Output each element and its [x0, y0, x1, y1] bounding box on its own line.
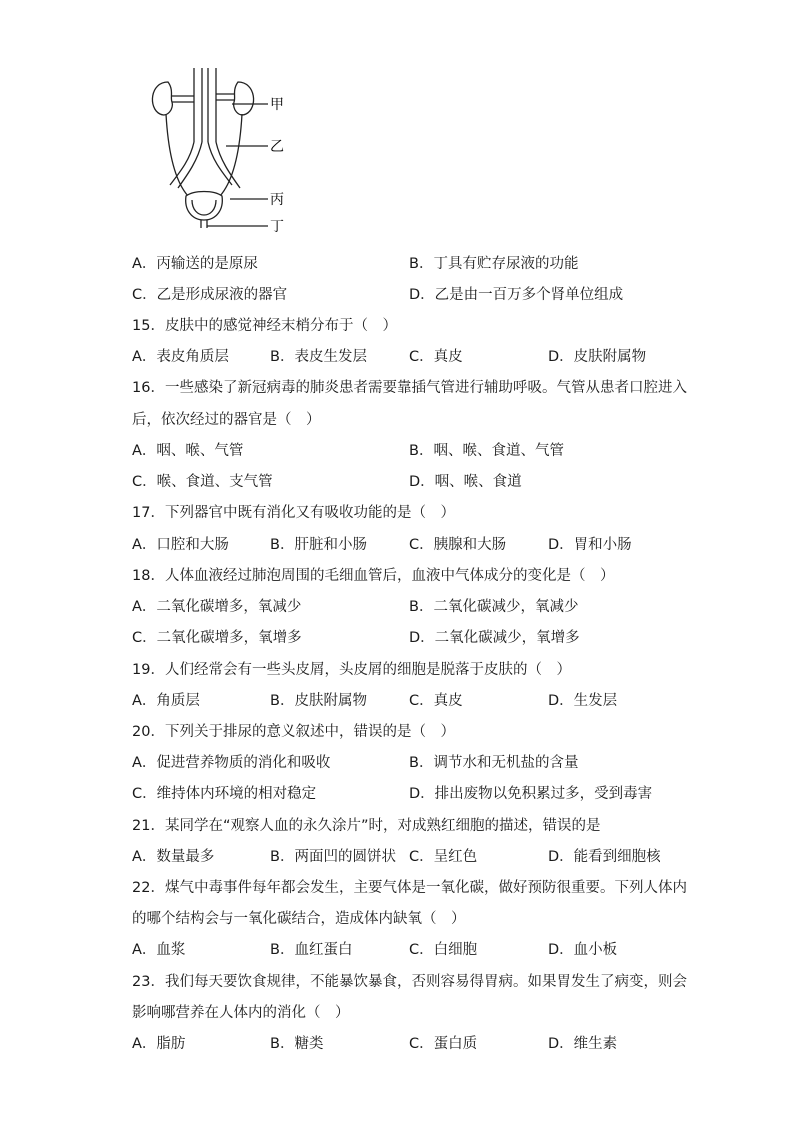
q16-stem-line1: 16．一些感染了新冠病毒的肺炎患者需要靠插气管进行辅助呼吸。气管从患者口腔进入 — [132, 380, 687, 396]
q23-option-c[interactable]: C．蛋白质 — [409, 1036, 478, 1052]
q14-option-d[interactable]: D．乙是由一百万多个肾单位组成 — [409, 287, 624, 303]
urinary-system-figure — [140, 60, 300, 240]
q23-stem-line1: 23．我们每天要饮食规律，不能暴饮暴食，否则容易得胃病。如果胃发生了病变，则会 — [132, 974, 687, 990]
q21-option-d[interactable]: D．能看到细胞核 — [548, 849, 661, 865]
q22-option-b[interactable]: B．血红蛋白 — [270, 942, 353, 958]
q23-option-a[interactable]: A．脂肪 — [132, 1036, 186, 1052]
q18-option-d[interactable]: D．二氧化碳减少，氧增多 — [409, 630, 580, 646]
q21-options — [0, 845, 794, 869]
q16-options-row2 — [0, 470, 794, 494]
q14-options-row2 — [0, 283, 794, 307]
q16-option-a[interactable]: A．咽、喉、气管 — [132, 443, 244, 459]
q16-option-b[interactable]: B．咽、喉、食道、气管 — [409, 443, 564, 459]
label-jia: 甲 — [270, 97, 284, 113]
q15-option-b[interactable]: B．表皮生发层 — [270, 349, 367, 365]
q20-options-row2 — [0, 782, 794, 806]
q19-options — [0, 689, 794, 713]
q15-stem: 15．皮肤中的感觉神经末梢分布于（ ） — [132, 318, 397, 334]
q23-option-d[interactable]: D．维生素 — [548, 1036, 618, 1052]
q20-option-a[interactable]: A．促进营养物质的消化和吸收 — [132, 755, 331, 771]
q22-options — [0, 938, 794, 962]
q21-option-a[interactable]: A．数量最多 — [132, 849, 215, 865]
q22-stem-line2: 的哪个结构会与一氧化碳结合，造成体内缺氧（ ） — [132, 911, 466, 927]
q22-stem-line1: 22．煤气中毒事件每年都会发生，主要气体是一氧化碳，做好预防很重要。下列人体内 — [132, 880, 687, 896]
q22-option-c[interactable]: C．白细胞 — [409, 942, 478, 958]
q19-option-a[interactable]: A．角质层 — [132, 693, 200, 709]
q22-option-a[interactable]: A．血浆 — [132, 942, 186, 958]
q18-options-row2 — [0, 626, 794, 650]
ureter — [166, 114, 188, 196]
q18-option-c[interactable]: C．二氧化碳增多，氧增多 — [132, 630, 302, 646]
q19-option-d[interactable]: D．生发层 — [548, 693, 618, 709]
urethra — [201, 220, 207, 228]
q20-options-row1 — [0, 751, 794, 775]
q14-option-c[interactable]: C．乙是形成尿液的器官 — [132, 287, 288, 303]
q23-option-b[interactable]: B．糖类 — [270, 1036, 324, 1052]
q20-stem: 20．下列关于排尿的意义叙述中，错误的是（ ） — [132, 724, 455, 740]
q20-option-d[interactable]: D．排出废物以免积累过多，受到毒害 — [409, 786, 653, 802]
bladder — [186, 192, 223, 221]
q17-stem: 17．下列器官中既有消化又有吸收功能的是（ ） — [132, 505, 455, 521]
q15-option-d[interactable]: D．皮肤附属物 — [548, 349, 647, 365]
q16-stem-line2: 后，依次经过的器官是（ ） — [132, 412, 321, 428]
q20-option-b[interactable]: B．调节水和无机盐的含量 — [409, 755, 579, 771]
q16-options-row1 — [0, 439, 794, 463]
q18-options-row1 — [0, 595, 794, 619]
q21-stem: 21．某同学在“观察人血的永久涂片”时，对成熟红细胞的描述，错误的是 — [132, 818, 601, 834]
q15-option-a[interactable]: A．表皮角质层 — [132, 349, 229, 365]
q20-option-c[interactable]: C．维持体内环境的相对稳定 — [132, 786, 317, 802]
q19-stem: 19．人们经常会有一些头皮屑，头皮屑的细胞是脱落于皮肤的（ ） — [132, 662, 571, 678]
q14-option-a[interactable]: A．丙输送的是原尿 — [132, 256, 258, 272]
q21-option-b[interactable]: B．两面凹的圆饼状 — [270, 849, 396, 865]
label-yi: 乙 — [270, 139, 284, 155]
q17-options — [0, 533, 794, 557]
label-ding: 丁 — [270, 219, 284, 235]
q18-option-a[interactable]: A．二氧化碳增多，氧减少 — [132, 599, 302, 615]
q22-option-d[interactable]: D．血小板 — [548, 942, 618, 958]
q14-option-b[interactable]: B．丁具有贮存尿液的功能 — [409, 256, 579, 272]
q17-option-a[interactable]: A．口腔和大肠 — [132, 537, 229, 553]
q19-option-b[interactable]: B．皮肤附属物 — [270, 693, 367, 709]
q18-option-b[interactable]: B．二氧化碳减少，氧减少 — [409, 599, 579, 615]
q18-stem: 18．人体血液经过肺泡周围的毛细血管后，血液中气体成分的变化是（ ） — [132, 568, 615, 584]
q14-options-row1 — [0, 252, 794, 276]
left-kidney — [152, 82, 172, 115]
q17-option-c[interactable]: C．胰腺和大肠 — [409, 537, 507, 553]
q15-option-c[interactable]: C．真皮 — [409, 349, 463, 365]
q16-option-c[interactable]: C．喉、食道、支气管 — [132, 474, 273, 490]
q16-option-d[interactable]: D．咽、喉、食道 — [409, 474, 522, 490]
q17-option-b[interactable]: B．肝脏和小肠 — [270, 537, 367, 553]
q23-options — [0, 1032, 794, 1056]
q23-stem-line2: 影响哪营养在人体内的消化（ ） — [132, 1005, 350, 1021]
q19-option-c[interactable]: C．真皮 — [409, 693, 463, 709]
q21-option-c[interactable]: C．呈红色 — [409, 849, 478, 865]
q17-option-d[interactable]: D．胃和小肠 — [548, 537, 632, 553]
right-kidney — [234, 82, 254, 115]
label-bing: 丙 — [270, 192, 284, 208]
q15-options — [0, 345, 794, 369]
